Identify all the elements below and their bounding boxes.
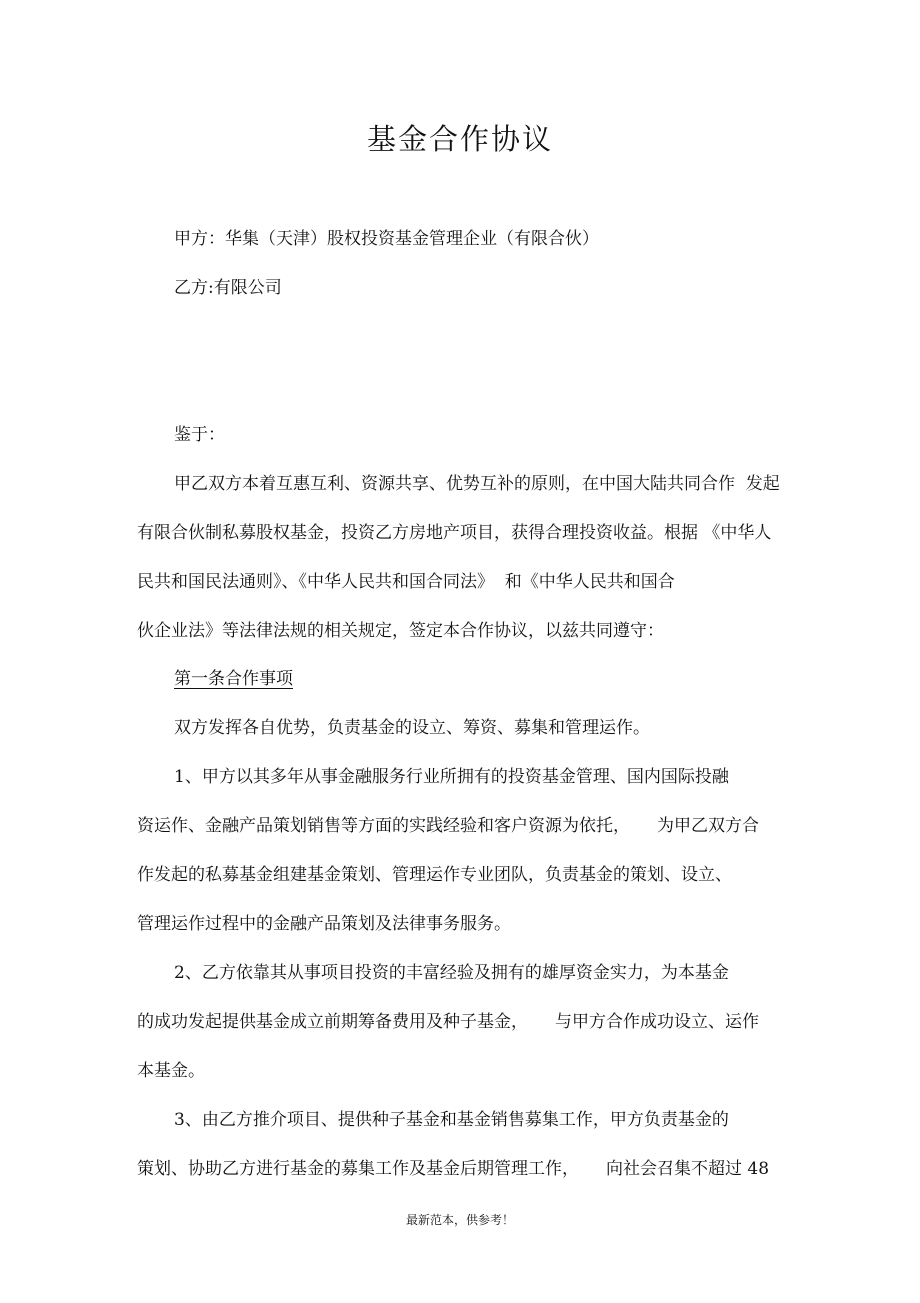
item3-line: 3、由乙方推介项目、提供种子基金和基金销售募集工作，甲方负责基金的 xyxy=(174,1110,729,1130)
preamble-line: 民共和国民法通则》、《中华人民共和国合同法》 和《中华人民共和国合 xyxy=(137,572,675,592)
article1-intro: 双方发挥各自优势，负责基金的设立、筹资、募集和管理运作。 xyxy=(174,718,650,738)
item2-line: 的成功发起提供基金成立前期筹备费用及种子基金， 与甲方合作成功设立、运作 xyxy=(137,1012,760,1032)
party-a-line: 甲方：华集（天津）股权投资基金管理企业（有限合伙） xyxy=(174,229,599,249)
party-b-line: 乙方:有限公司 xyxy=(174,278,282,298)
item3-line: 策划、协助乙方进行基金的募集工作及基金后期管理工作， 向社会召集不超过 48 xyxy=(137,1159,770,1179)
item1-line: 作发起的私募基金组建基金策划、管理运作专业团队，负责基金的策划、设立、 xyxy=(137,865,732,885)
article1-heading: 第一条合作事项 xyxy=(174,669,293,689)
item2-line: 本基金。 xyxy=(137,1061,205,1081)
document-title: 基金合作协议 xyxy=(366,122,553,156)
preamble-line: 有限合伙制私募股权基金，投资乙方房地产项目，获得合理投资收益。根据 《中华人 xyxy=(137,523,772,543)
item1-line: 资运作、金融产品策划销售等方面的实践经验和客户资源为依托， 为甲乙双方合 xyxy=(137,816,760,836)
whereas-label: 鉴于： xyxy=(174,425,225,445)
item2-line: 2、乙方依靠其从事项目投资的丰富经验及拥有的雄厚资金实力，为本基金 xyxy=(174,963,729,983)
item1-line: 1、甲方以其多年从事金融服务行业所拥有的投资基金管理、国内国际投融 xyxy=(174,767,729,787)
item1-line: 管理运作过程中的金融产品策划及法律事务服务。 xyxy=(137,914,511,934)
page-footer: 最新范本，供参考！ xyxy=(405,1213,514,1227)
preamble-line: 甲乙双方本着互惠互利、资源共享、优势互补的原则，在中国大陆共同合作 发起 xyxy=(174,474,780,494)
preamble-line: 伙企业法》等法律法规的相关规定，签定本合作协议，以兹共同遵守： xyxy=(137,621,664,641)
